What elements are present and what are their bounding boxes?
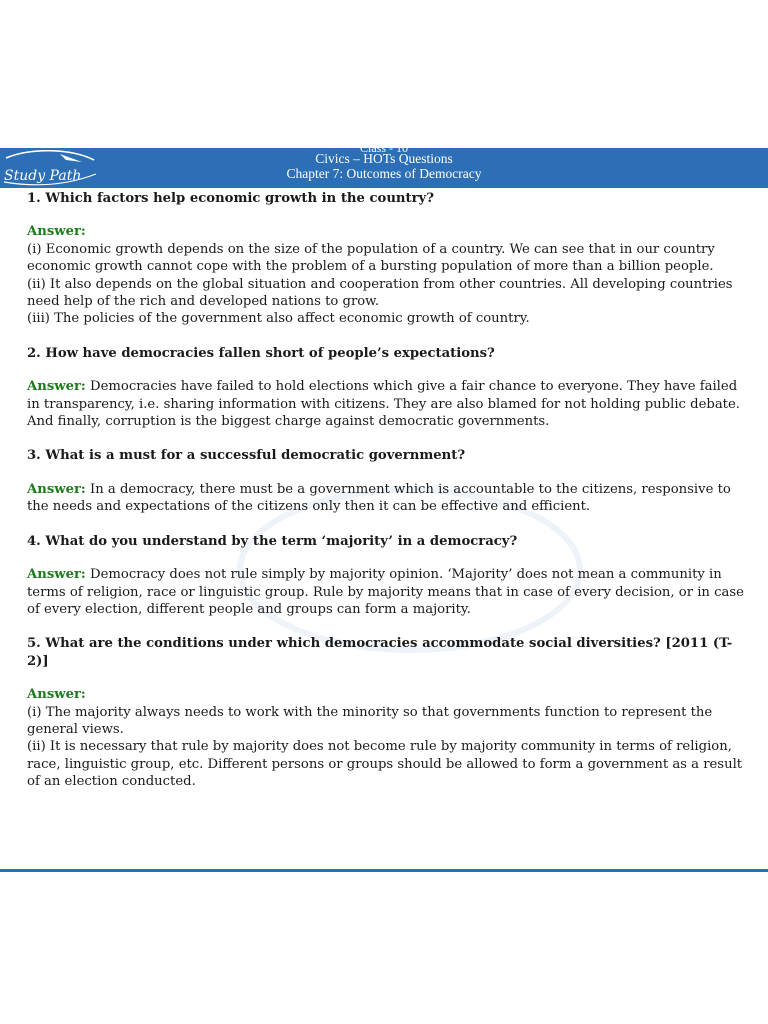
footer-divider [0, 869, 768, 872]
answer-label-2: Answer: [27, 379, 86, 395]
answer-label-3: Answer: [27, 481, 86, 497]
answer-label-4: Answer: [27, 567, 86, 583]
logo-text: Study Path [4, 168, 82, 184]
header-titles [0, 144, 768, 181]
answer-4-text: Democracy does not rule simply by majority opinion. ‘Majority’ does not mean a community in terms of religion, race or linguistic group. Rule by majority means that in case of every decision, or in case of every election, different people and groups can form a majority. [27, 567, 744, 617]
class-line: Class - 10 [360, 144, 408, 152]
answer-3-text: In a democracy, there must be a government which is accountable to the citizens, responsive to the needs and expectations of the citizens only then it can be effective and efficient. [27, 481, 731, 515]
question-3: 3. What is a must for a successful democratic government? [27, 448, 466, 464]
answer-label-5: Answer: [27, 687, 86, 703]
question-5: 5. What are the conditions under which democracies accommodate social diversities? [2011 (T-2)] [27, 636, 733, 669]
question-1: 1. Which factors help economic growth in the country? [27, 191, 434, 206]
answer-1-line-3: (iii) The policies of the government also affect economic growth of country. [27, 311, 530, 327]
question-4: 4. What do you understand by the term ‘majority’ in a democracy? [27, 533, 518, 549]
chapter-line: Chapter 7: Outcomes of Democracy [286, 165, 482, 181]
qa-content [27, 190, 752, 791]
answer-3 [27, 481, 752, 516]
answer-1-line-2: (ii) It also depends on the global situation and cooperation from other countries. All developing countries need help of the rich and developed nations to grow. [27, 276, 733, 310]
question-2: 2. How have democracies fallen short of people’s expectations? [27, 345, 495, 361]
answer-5-line-2: (ii) It is necessary that rule by majority does not become rule by majority community in terms of religion, race, linguistic group, etc. Different persons or groups should be allowed to form a government as a result of an election conducted. [27, 739, 743, 790]
answer-4 [27, 566, 752, 618]
page-header [0, 144, 768, 188]
subject-line: Civics – HOTs Questions [315, 151, 453, 166]
answer-2-text: Democracies have failed to hold elections which give a fair chance to everyone. They have failed in transparency, i.e. sharing information with citizens. They are also blamed for not holding public debate. And finally, corruption is the biggest charge against democratic governments. [27, 379, 740, 430]
answer-5-line-1: (i) The majority always needs to work with the minority so that governments function to represent the general views. [27, 704, 713, 737]
answer-1-line-1: (i) Economic growth depends on the size of the population of a country. We can see that in our country economic growth cannot cope with the problem of a bursting population of more than a billion people. [27, 241, 715, 275]
answer-label-1: Answer: [27, 224, 86, 240]
answer-2 [27, 378, 752, 430]
